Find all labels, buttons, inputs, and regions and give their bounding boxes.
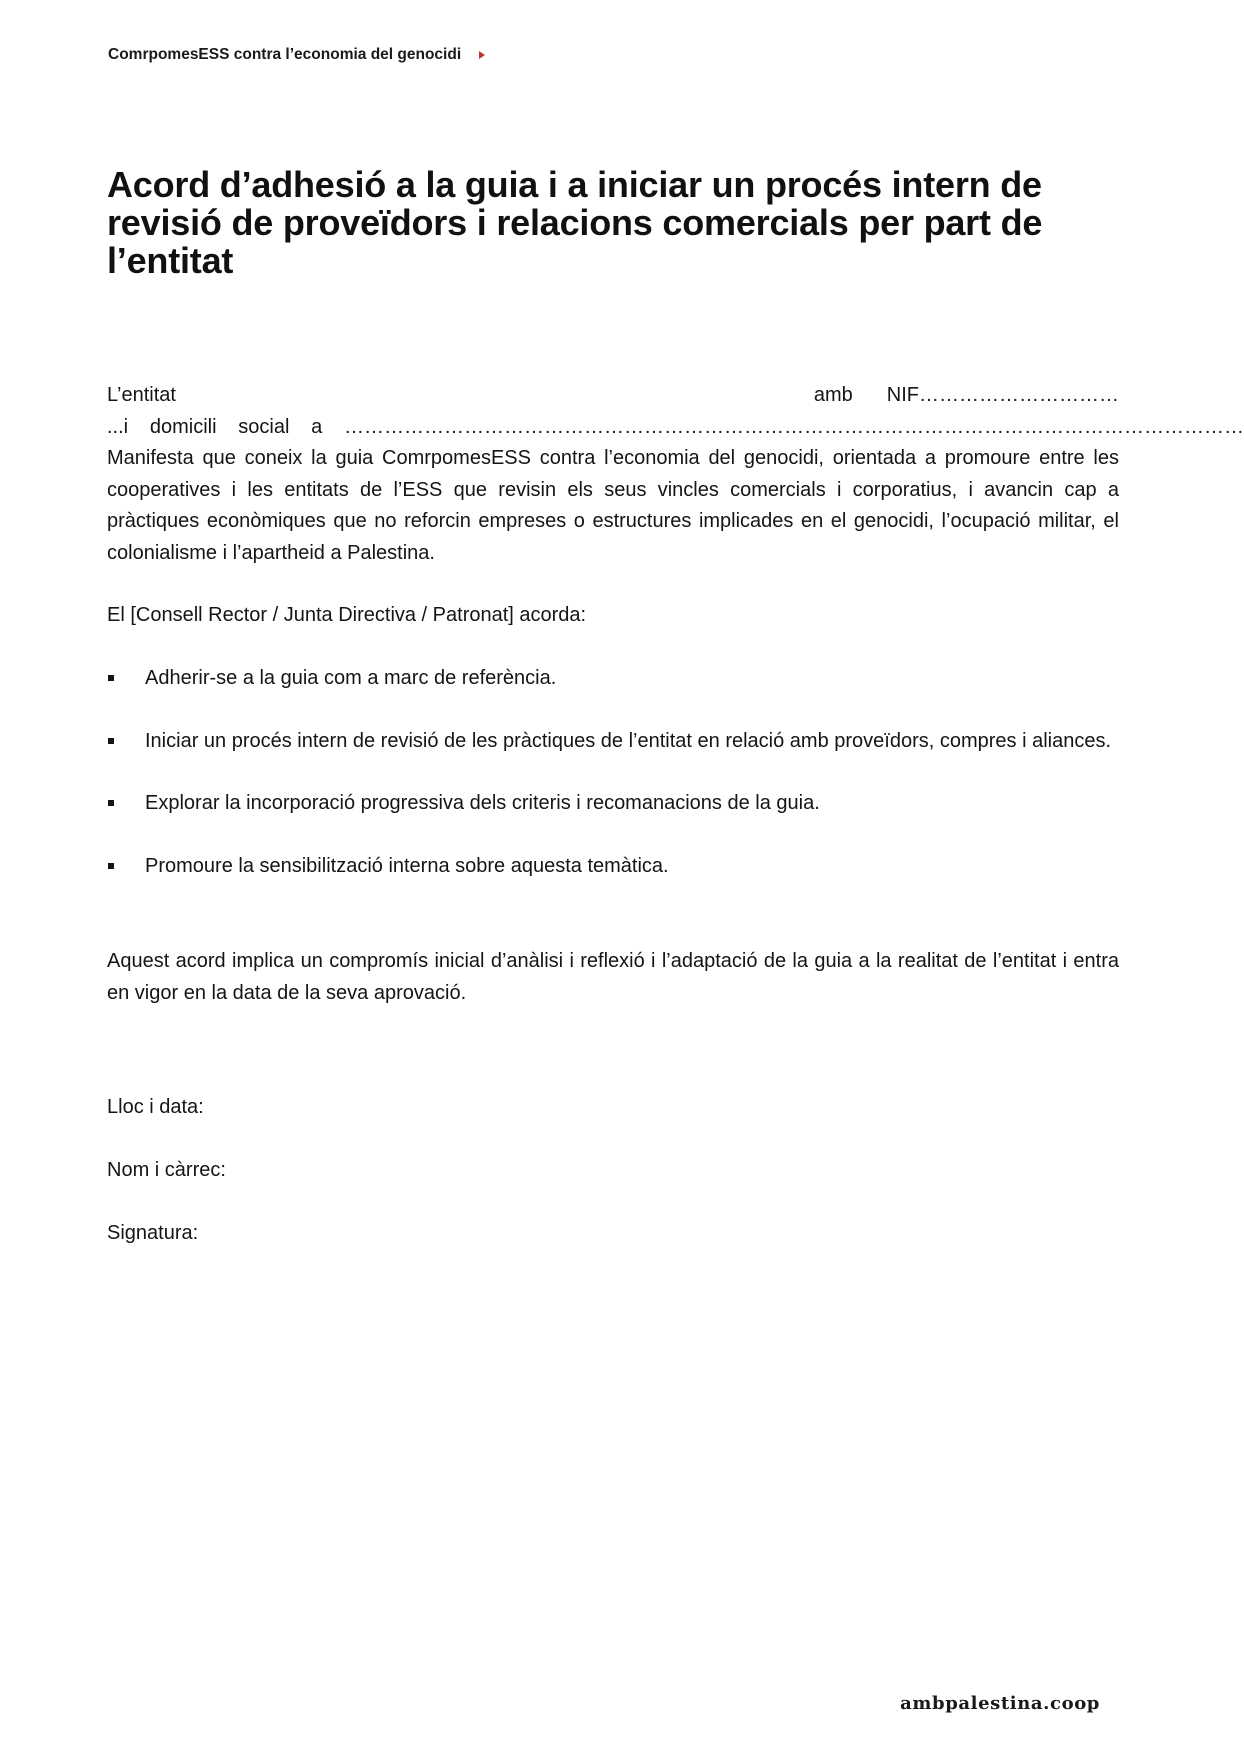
square-bullet-icon bbox=[108, 800, 114, 806]
square-bullet-icon bbox=[108, 675, 114, 681]
list-item bbox=[107, 851, 1119, 883]
list-item-text: Explorar la incorporació progressiva dels criteris i recomanacions de la guia. bbox=[145, 792, 820, 814]
nif-group bbox=[814, 380, 1119, 412]
running-header bbox=[108, 46, 485, 64]
signature-label: Signatura: bbox=[107, 1222, 199, 1244]
list-item bbox=[107, 726, 1119, 758]
square-bullet-icon bbox=[108, 738, 114, 744]
document-title: Acord d’adhesió a la guia i a iniciar un procés intern de revisió de proveïdors i relacions comercials per part de l’entitat bbox=[107, 164, 1043, 281]
a-word: a bbox=[311, 415, 323, 438]
square-bullet-icon bbox=[108, 863, 114, 869]
agreement-intro: El [Consell Rector / Junta Directiva / Patronat] acorda: bbox=[107, 604, 587, 626]
footer-site: ambpalestina.coop bbox=[900, 1693, 1100, 1714]
nif-field: NIF………………………… bbox=[886, 384, 1119, 406]
entity-label: L’entitat bbox=[107, 384, 176, 406]
agreement-list bbox=[107, 663, 1119, 913]
entity-line bbox=[107, 380, 1119, 412]
amb-label: amb bbox=[813, 384, 853, 406]
header-text: ComrpomesESS contra l’economia del genocidi bbox=[108, 46, 462, 63]
domicile-line bbox=[107, 412, 1244, 444]
name-role-label: Nom i càrrec: bbox=[107, 1159, 226, 1181]
entity-form-block bbox=[107, 380, 1244, 443]
manifest-paragraph: Manifesta que coneix la guia ComrpomesESS contra l’economia del genocidi, orientada a promoure entre les cooperatives i les entitats de l’ESS que revisin els seus vincles comercials i corporatius, i avancin cap a pràctiques econòmiques que no reforcin empreses o estructures implicades en el genocidi, l’ocupació militar, el colonialisme i l’apartheid a Palestina. bbox=[107, 447, 1119, 564]
list-item-text: Promoure la sensibilització interna sobre aquesta temàtica. bbox=[145, 854, 669, 877]
social-word: social bbox=[238, 415, 290, 438]
domicile-prefix: ...i bbox=[107, 415, 129, 438]
place-date-label: Lloc i data: bbox=[107, 1096, 204, 1118]
list-item bbox=[107, 663, 1119, 695]
list-item-text: Adherir-se a la guia com a marc de referència. bbox=[145, 667, 557, 689]
domicile-field: ……………………………………………………………………………………………………………………… bbox=[343, 415, 1244, 438]
list-item-text: Iniciar un procés intern de revisió de les pràctiques de l’entitat en relació amb proveïdors, compres i aliances. bbox=[145, 729, 1112, 752]
triangle-right-icon bbox=[479, 51, 485, 59]
list-item bbox=[107, 788, 1119, 820]
domicile-word: domicili bbox=[149, 415, 217, 438]
closing-paragraph: Aquest acord implica un compromís inicial d’anàlisi i reflexió i l’adaptació de la guia a la realitat de l’entitat i entra en vigor en la data de la seva aprovació. bbox=[107, 950, 1119, 1004]
